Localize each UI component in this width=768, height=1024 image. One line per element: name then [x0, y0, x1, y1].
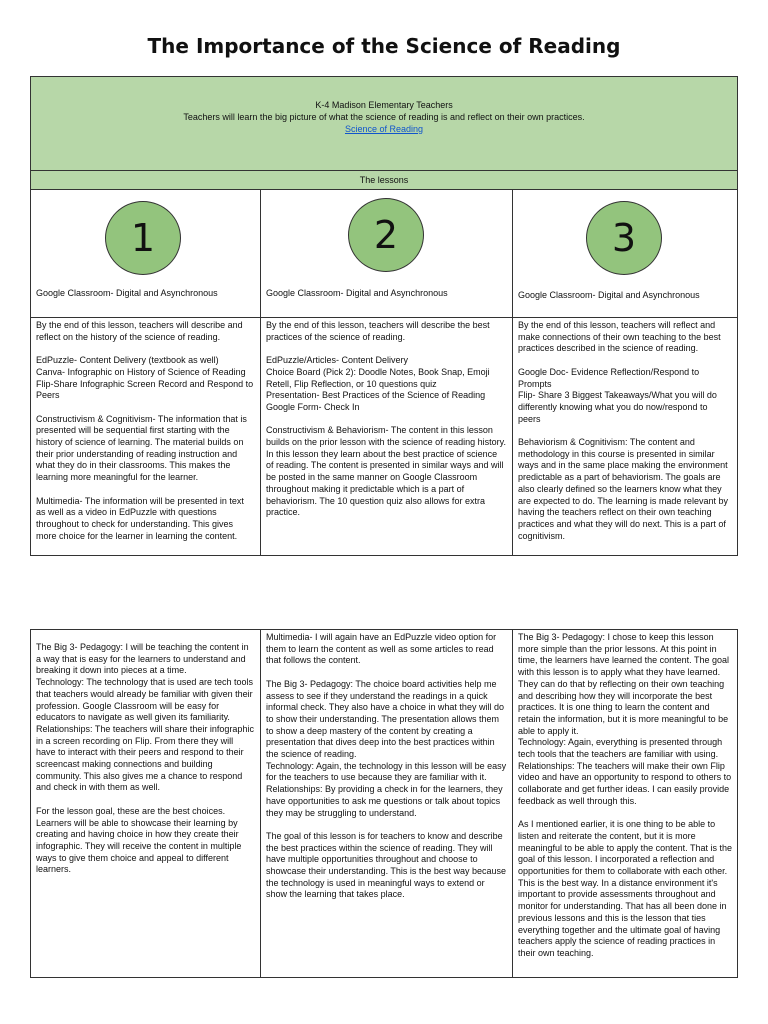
- audience-text: K-4 Madison Elementary Teachers: [315, 100, 453, 110]
- lesson-1-number-badge: 1: [105, 201, 181, 275]
- lesson-1-platform: Google Classroom- Digital and Asynchronous: [36, 288, 218, 298]
- lesson-2-reflection: Multimedia- I will again have an EdPuzzle video option for them to learn the content as well as some articles to read that follows the content. The Big 3- Pedagogy: The choice board activities help me assess to see if they understand the readings in a quick informal check. They also have a choice in what they will do to show their understanding. The presentation allows them to show a deep mastery of the content by creating a presentation that dives deep into the best practices within the science of reading. Technology: Again, the technology in this lesson will be easy for the teachers to use because they are familiar with it. Relationships: By providing a check in for the learners, they have opportunities to ask me questions or talk about topics they may be struggling to understand. The goal of this lesson is for teachers to know and describe the best practices within the science of reading. They will have multiple opportunities throughout and choose to showcase their understanding. This is the best way because the technology is used in meaningful ways to extend or show the learning that takes place.: [261, 630, 513, 978]
- lesson-2-number-badge: 2: [348, 198, 424, 272]
- lessons-label: The lessons: [31, 171, 738, 190]
- lesson-1-details: By the end of this lesson, teachers will describe and reflect on the history of the science of reading. EdPuzzle- Content Delivery (textbook as well) Canva- Infographic on History of Science of Reading Flip-Share Infographic Screen Record and Respond to Peers Constructivism & Cognitivism- The information that is presented will be sequential first starting with the history of science of learning. The material builds on their prior understanding of reading instruction and what they do in their classrooms. This makes the learning more meaningful for the learner. Multimedia- The information will be presented in text as well as a video in EdPuzzle with questions throughout to check for understanding. This gives more choice for the learner in learning the content.: [31, 318, 261, 556]
- lesson-2-details: By the end of this lesson, teachers will describe the best practices of the science of reading. EdPuzzle/Articles- Content Delivery Choice Board (Pick 2): Doodle Notes, Book Snap, Emoji Retell, Flip Reflection, or 10 questions quiz Presentation- Best Practices of the Science of Reading Google Form- Check In Constructivism & Behaviorism- The content in this lesson builds on the prior lesson with the science of reading history. In this lesson they learn about the best practice of science of reading. The content is presented in similar ways and will be posted in the same manner on Google Classroom throughout making it predictable which is a part of behaviorism. The 10 question quiz also allows for extra practice.: [261, 318, 513, 556]
- lesson-3-details: By the end of this lesson, teachers will reflect and make connections of their own teaching to the best practices described in the science of reading. Google Doc- Evidence Reflection/Respond to Prompts Flip- Share 3 Biggest Takeaways/What you will do differently knowing what you do now/respond to peers Behaviorism & Cognitivism: The content and methodology in this course is presented in similar ways and in the same place making the environment predictable as a part of behaviorism. The goals are also clearly defined so the learners know what they are expected to do. The learning is made relevant by having the teachers reflect on their own teaching practices and what they will do next. This is a part of cognitivism.: [513, 318, 738, 556]
- lesson-reflection-table: [30, 629, 738, 978]
- lesson-3-reflection: The Big 3- Pedagogy: I chose to keep this lesson more simple than the prior lessons. At this point in time, the learners have learned the content. The goal with this lesson is to apply what they have learned. They can do that by reflecting on their own teaching and describing how they will incorporate the best practices. It is one thing to learn the content and retain the information, but it is more meaningful to be able to apply it. Technology: Again, everything is presented through tech tools that the teachers are familiar with using. Relationships: The teachers will make their own Flip video and have an opportunity to respond to others to collaborate and get further ideas. I can easily provide feedback as well through this. As I mentioned earlier, it is one thing to be able to listen and reiterate the content, but it is more meaningful to be able to apply the content. That is the goal of this lesson. I incorporated a reflection and opportunities for them to collaborate with each other. This is the best way. In a distance environment it's important to provide assessments throughout and monitor for understanding. That has all been done in previous lessons and this is the lesson that ties everything together and the ultimate goal of having teachers apply the science of reading practices in their own teaching.: [513, 630, 738, 978]
- document-title: The Importance of the Science of Reading: [147, 34, 621, 58]
- lesson-3-number-badge: 3: [586, 201, 662, 275]
- lesson-2-platform: Google Classroom- Digital and Asynchronous: [266, 288, 448, 298]
- course-header: [31, 77, 738, 171]
- lesson-3-header: [513, 190, 738, 318]
- lesson-plan-table: [30, 76, 738, 556]
- lesson-3-platform: Google Classroom- Digital and Asynchronous: [518, 290, 700, 300]
- lesson-1-header: [31, 190, 261, 318]
- lesson-1-reflection: The Big 3- Pedagogy: I will be teaching the content in a way that is easy for the learners to understand and breaking it down into pieces at a time. Technology: The technology that is used are tech tools that teachers would already be familiar with given their profession. Google Classroom will be easy for educators to navigate as well given its familiarity. Relationships: The teachers will share their infographic in a screen recording on Flip. From there they will have to interact with their peers and respond to their screencast making connections and building community. This also gives me a chance to respond and check in with them as well. For the lesson goal, these are the best choices. Learners will be able to showcase their learning by creating and having choice in how they create their infographic. They will receive the content in multiple ways to give them choice and appeal to different learners.: [31, 630, 261, 978]
- course-description: Teachers will learn the big picture of what the science of reading is and reflect on their own practices.: [183, 112, 585, 122]
- science-of-reading-link[interactable]: Science of Reading: [344, 124, 424, 134]
- lesson-2-header: [261, 190, 513, 318]
